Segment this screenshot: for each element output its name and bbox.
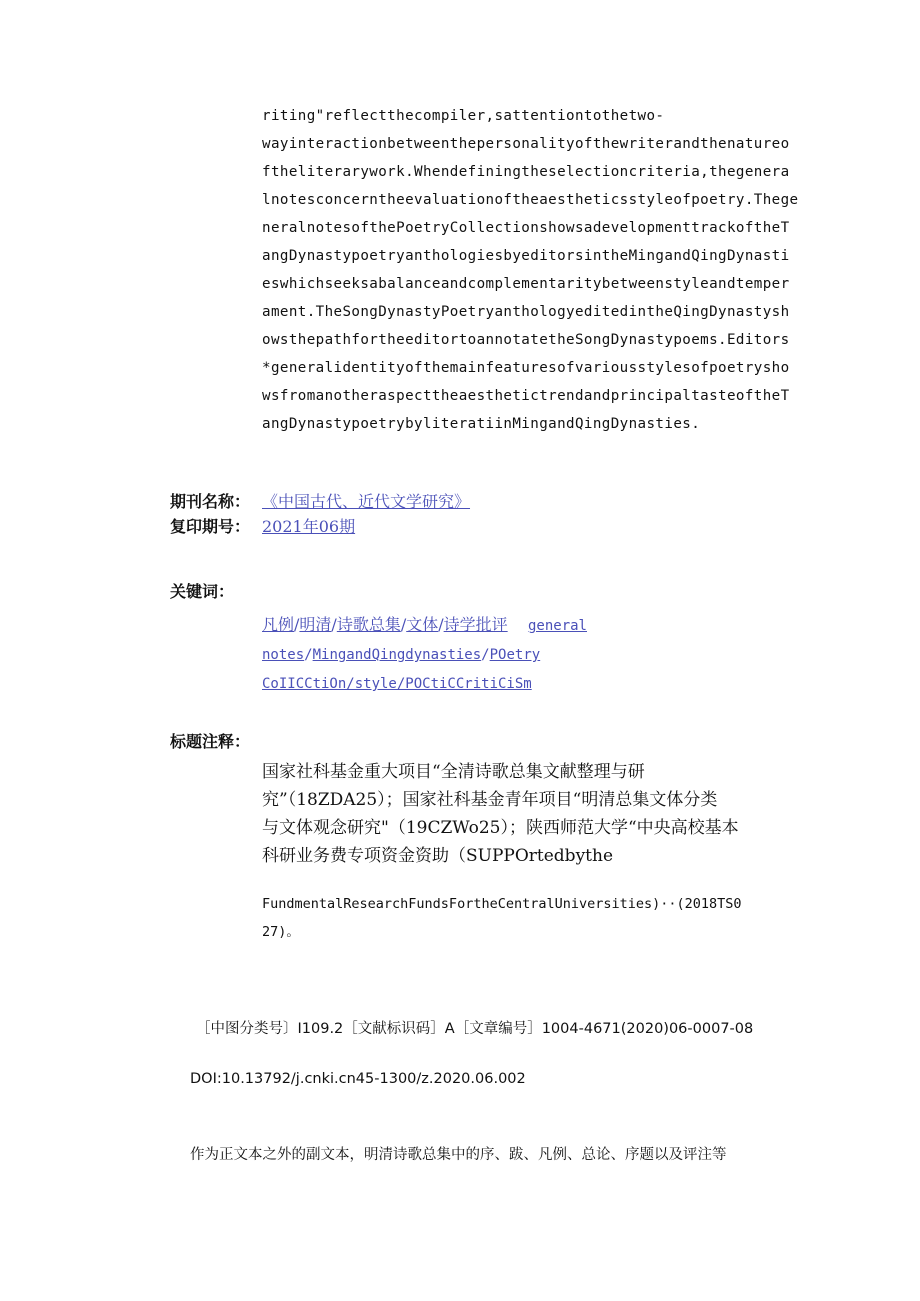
classification-line: ［中图分类号〕I109.2［文献标识码］A［文章编号］1004-4671(2020)06-0007-08	[196, 1021, 754, 1037]
abstract-line: ament.TheSongDynastyPoetryanthologyeditedintheQingDynastysh	[262, 304, 790, 320]
abstract-line: angDynastypoetryanthologiesbyeditorsintheMingandQingDynasti	[262, 248, 790, 264]
keywords-list	[262, 610, 682, 699]
abstract-line: *generalidentityofthemainfeaturesofvariousstylesofpoetrysho	[262, 360, 790, 376]
title-note-text	[262, 758, 772, 946]
keyword-link[interactable]: CoIICCtiOn/style/POCtiCCritiCiSm	[262, 676, 532, 692]
keyword-separator: /	[331, 615, 337, 634]
abstract-line: lnotesconcerntheevaluationoftheaestheticsstyleofpoetry.Thege	[262, 192, 799, 208]
abstract-line: neralnotesofthePoetryCollectionshowsadevelopmenttrackoftheT	[262, 220, 790, 236]
abstract-line: ftheliterarywork.Whendefiningtheselectioncriteria,thegenera	[262, 164, 790, 180]
issue-label: 复印期号：	[170, 517, 251, 536]
journal-link[interactable]: 《中国古代、近代文学研究》	[262, 492, 471, 511]
keywords-label: 关键词：	[170, 582, 235, 601]
abstract-line: wsfromanotheraspecttheaesthetictrendandprincipaltasteoftheT	[262, 388, 790, 404]
note-line: 究”（18ZDA25）；国家社科基金青年项目“明清总集文体分类	[262, 790, 718, 810]
abstract-line: eswhichseeksabalanceandcomplementaritybetweenstyleandtemper	[262, 276, 790, 292]
body-first-line: 作为正文本之外的副文本，明清诗歌总集中的序、跋、凡例、总论、序题以及评注等	[190, 1147, 727, 1163]
keyword-link[interactable]: POetry	[489, 647, 541, 663]
keyword-separator: /	[400, 615, 407, 634]
keyword-link[interactable]: 凡例	[262, 615, 295, 634]
keyword-link[interactable]: notes	[262, 647, 305, 663]
keyword-link[interactable]: MingandQingdynasties	[312, 647, 482, 663]
keyword-link[interactable]: 诗学批评	[443, 615, 508, 634]
keyword-link[interactable]: 诗歌总集	[336, 615, 401, 634]
keyword-link[interactable]: general	[527, 618, 587, 634]
keywords-line-2	[262, 641, 682, 670]
keyword-separator: /	[438, 615, 444, 634]
note-line: 与文体观念研究"（19CZWo25）；陕西师范大学“中央高校基本	[262, 818, 739, 838]
doi-line: DOI:10.13792/j.cnki.cn45-1300/z.2020.06.002	[190, 1071, 526, 1087]
abstract-line: riting"reflectthecompiler,sattentiontothetwo-	[262, 108, 665, 124]
issue-link[interactable]: 2021年06期	[262, 517, 356, 536]
note-gap	[262, 870, 772, 890]
keywords-line-3	[262, 670, 682, 699]
keyword-separator: /	[481, 647, 490, 663]
abstract-line: wayinteractionbetweenthepersonalityofthewriterandthenatureo	[262, 136, 790, 152]
english-abstract	[262, 102, 799, 438]
note-line: FundmentalResearchFundsFortheCentralUniversities)··(2018TS0	[262, 896, 742, 912]
keyword-link[interactable]: 文体	[406, 615, 439, 634]
keyword-link[interactable]: 明清	[299, 615, 332, 634]
keyword-separator: /	[304, 647, 313, 663]
keyword-separator: /	[294, 615, 300, 634]
keywords-line-1	[262, 610, 682, 641]
journal-label: 期刊名称：	[170, 492, 251, 511]
note-line: 科研业务费专项资金资助（SUPPOrtedbythe	[262, 846, 614, 866]
abstract-line: angDynastypoetrybyliteratiinMingandQingDynasties.	[262, 416, 701, 432]
title-note-label: 标题注释：	[170, 732, 251, 751]
note-line: 27)。	[262, 924, 300, 940]
abstract-line: owsthepathfortheeditortoannotatetheSongDynastypoems.Editors	[262, 332, 790, 348]
note-line: 国家社科基金重大项目“全清诗歌总集文献整理与研	[262, 762, 645, 782]
